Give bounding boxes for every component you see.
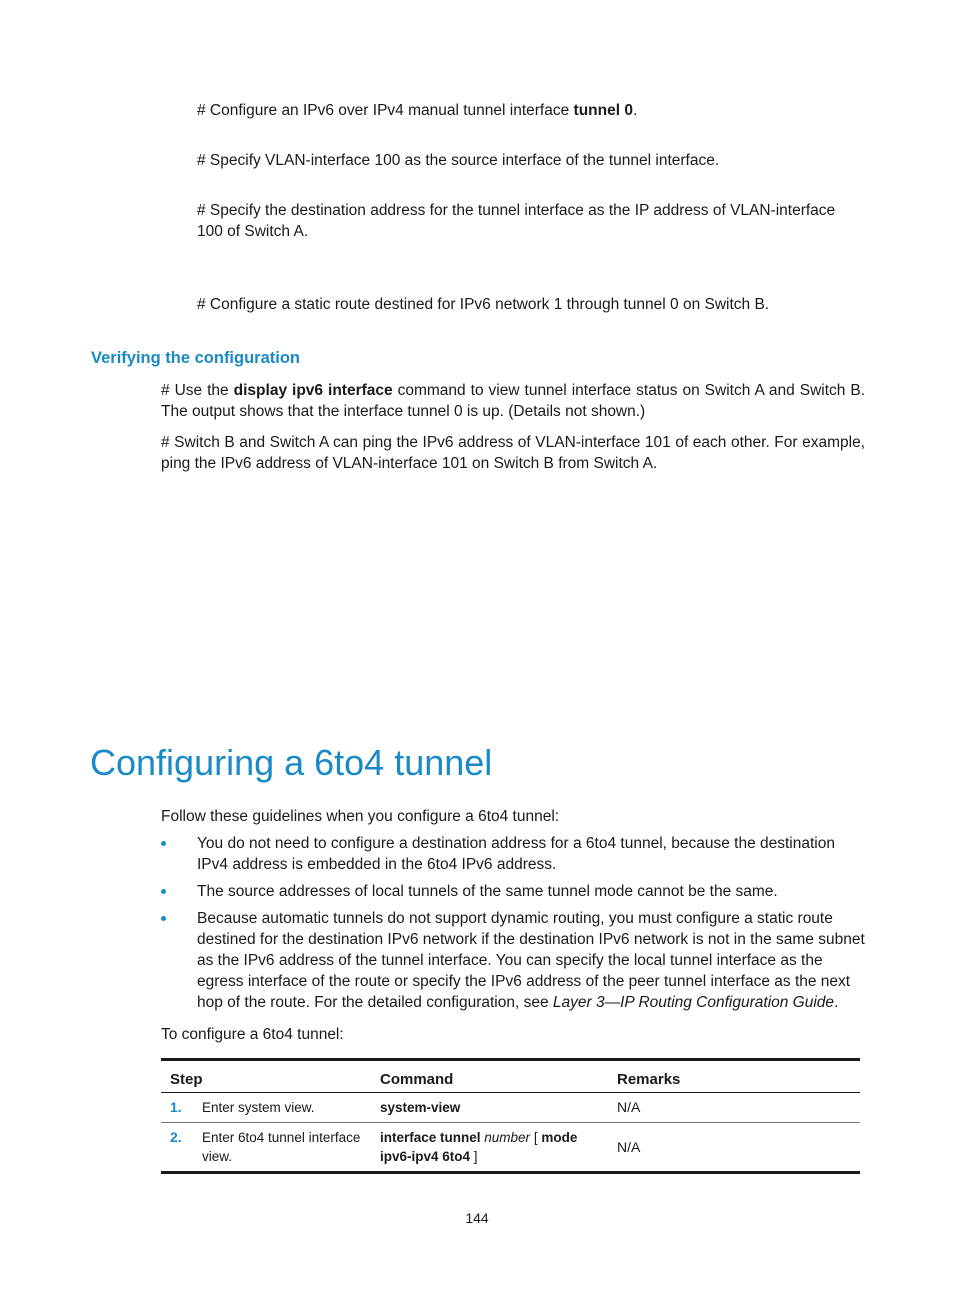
list-item-text: Because automatic tunnels do not support dynamic routing, you must configure a static route destined for the destination IPv6 network if the destination IPv6 network is not in the same subnet as the IPv6 address of the tunnel interface. You can specify the local tunnel interface as the egress interface of the route or specify the IPv6 address of the peer tunnel interface as the next hop of the route. For the detailed configuration, see	[197, 910, 865, 1011]
step-description: Enter system view.	[202, 1100, 315, 1115]
header-step: Step	[161, 1060, 371, 1093]
bullet-icon	[161, 889, 166, 894]
page-number: 144	[465, 1210, 489, 1226]
chapter-title: Configuring a 6to4 tunnel	[90, 742, 493, 783]
remarks-cell: N/A	[617, 1138, 641, 1155]
step-cell	[161, 1093, 371, 1123]
header-remarks: Remarks	[608, 1060, 860, 1093]
command-cell	[371, 1093, 608, 1123]
verify-paragraph-2: # Switch B and Switch A can ping the IPv6 address of VLAN-interface 101 of each other. For example, ping the IPv6 address of VLAN-interface 101 on Switch B from Switch A.	[161, 434, 865, 472]
header-command: Command	[371, 1060, 608, 1093]
table-row	[161, 1093, 860, 1123]
step-number: 2.	[170, 1129, 182, 1145]
command-keyword: system-view	[380, 1100, 461, 1115]
list-item	[161, 833, 865, 875]
verify-text: command to view tunnel interface status on Switch A and Switch B. The output shows that the interface tunnel 0 is up. (Details not shown.)	[161, 382, 865, 420]
table-header-row	[161, 1060, 860, 1093]
config-line-text: # Configure an IPv6 over IPv4 manual tunnel interface	[197, 102, 574, 119]
command-keyword: mode ipv6-ipv4 6to4	[380, 1130, 578, 1164]
command-table	[161, 1058, 860, 1174]
verify-command: display ipv6 interface	[233, 382, 393, 399]
config-line-destination: # Specify the destination address for the tunnel interface as the IP address of VLAN-interface 100 of Switch A.	[197, 202, 836, 240]
config-line-punct: .	[632, 102, 638, 119]
command-bracket: ]	[470, 1149, 478, 1164]
guideline-list	[161, 833, 865, 1019]
list-item	[161, 908, 865, 1013]
bullet-icon	[161, 841, 166, 846]
command-argument: number	[480, 1130, 531, 1145]
step-description: Enter 6to4 tunnel interface view.	[202, 1130, 361, 1164]
to-configure-text: To configure a 6to4 tunnel:	[161, 1026, 344, 1043]
command-bracket: [	[530, 1130, 542, 1145]
command-cell	[371, 1123, 608, 1173]
guide-reference: Layer 3—IP Routing Configuration Guide	[552, 994, 835, 1011]
config-line-tunnel	[197, 100, 637, 121]
step-number: 1.	[170, 1099, 182, 1115]
section-heading-verifying: Verifying the configuration	[91, 349, 301, 367]
config-line-static-route: # Configure a static route destined for IPv6 network 1 through tunnel 0 on Switch B.	[197, 296, 770, 313]
table-row	[161, 1123, 860, 1173]
remarks-cell: N/A	[608, 1093, 860, 1123]
verify-paragraph-1	[161, 380, 865, 422]
command-keyword: interface tunnel	[380, 1130, 481, 1145]
config-line-keyword: tunnel 0	[573, 102, 633, 119]
verify-text: # Use the	[161, 382, 234, 399]
list-item-text: .	[834, 994, 839, 1011]
list-item-text: You do not need to configure a destination address for a 6to4 tunnel, because the destination IPv4 address is embedded in the 6to4 IPv6 address.	[197, 835, 835, 873]
list-item	[161, 881, 865, 902]
chapter-intro: Follow these guidelines when you configure a 6to4 tunnel:	[161, 808, 560, 825]
bullet-icon	[161, 916, 166, 921]
config-line-source: # Specify VLAN-interface 100 as the source interface of the tunnel interface.	[197, 152, 720, 169]
step-cell	[161, 1123, 371, 1173]
list-item-text: The source addresses of local tunnels of the same tunnel mode cannot be the same.	[197, 883, 778, 900]
